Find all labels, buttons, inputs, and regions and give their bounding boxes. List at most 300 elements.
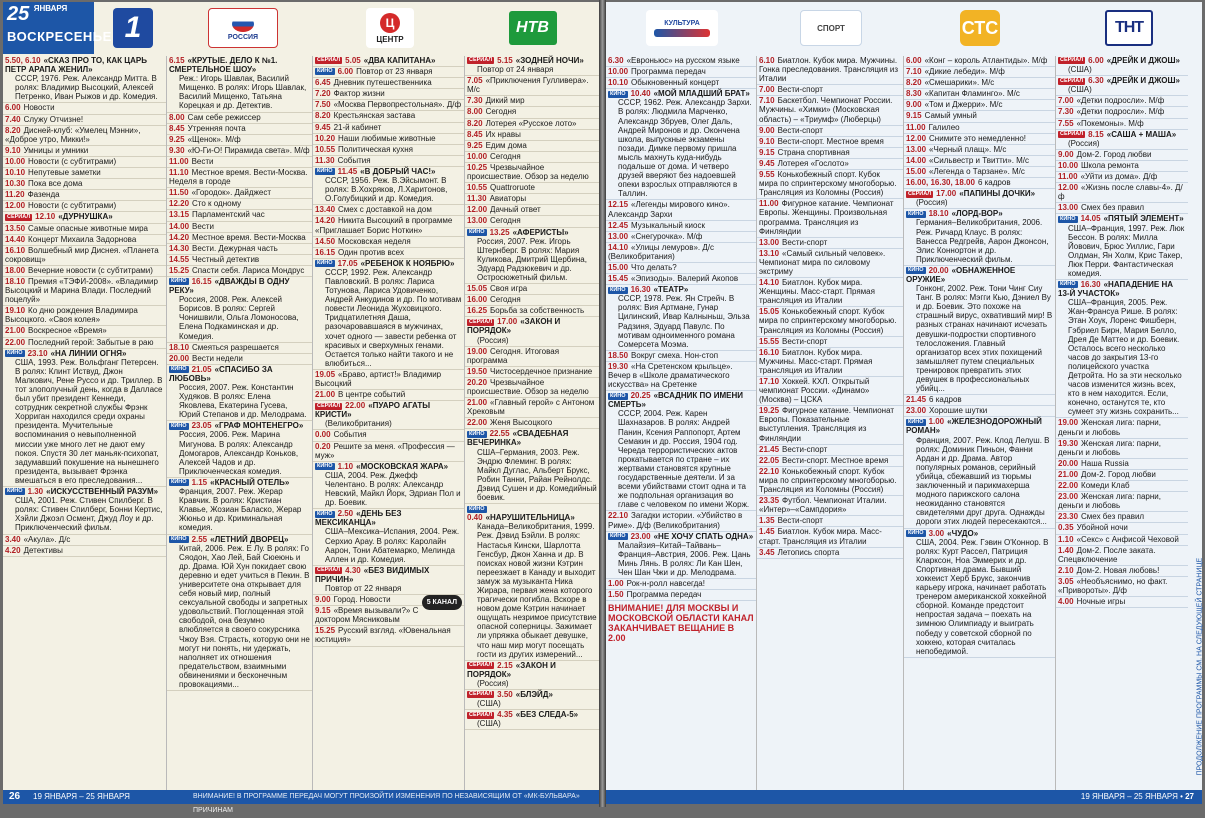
program-row: [757, 456, 903, 467]
program-row: [465, 690, 599, 710]
genre-badge: КИНО: [1060, 281, 1076, 288]
program-title: Летопись спорта: [777, 547, 840, 557]
program-title: «Покемоны». М/ф: [1076, 118, 1144, 128]
program-time: 21.00: [315, 390, 336, 400]
program-title: Последний герой: Забытые в раю: [28, 337, 154, 347]
genre-badge: КИНО: [469, 430, 485, 437]
channel-header-kultura: [606, 2, 758, 54]
program-time: 10.40: [630, 89, 651, 99]
program-time: 16.30: [1080, 280, 1101, 290]
program-row: [3, 326, 166, 337]
program-time: 1.00: [928, 417, 945, 427]
program-title: «НАРУШИТЕЛЬНИЦА»: [485, 513, 575, 523]
program-title: Дом-2. Новая любовь!: [1076, 565, 1160, 575]
program-row: [3, 168, 166, 179]
schedule-channel-one: [3, 56, 167, 790]
program-time: 6.00: [1088, 56, 1104, 65]
program-title: «Уйти из дома». Д/ф: [1080, 172, 1158, 182]
program-time: 13.15: [169, 210, 190, 220]
program-time: 6.00: [906, 56, 922, 65]
program-time: 12.10: [35, 212, 56, 222]
program-title: Обыкновенный концерт: [631, 78, 720, 88]
channel-header-centr: [314, 2, 466, 54]
program-description: Франция, 2007. Реж. Клод Лелуш. В ролях: Доминик Пиньон, Фанни Ардан и др. Драма. Автор популярных романов, серийный убийца, сбежавший из тюрьмы заключенный и парикмахерша модного парижского салона неожиданно становятся свидетелями друг друга. Однажды дороги этих людей пересекаются...: [916, 435, 1050, 527]
program-row: [465, 295, 599, 306]
genre-badge: СЕРИАЛ: [469, 662, 493, 669]
program-title: Сегодня: [485, 107, 517, 117]
program-time: 1.35: [759, 516, 775, 526]
program-title: Волшебный мир Диснея. «Планета сокровищ»: [5, 245, 159, 264]
program-row: [904, 134, 1055, 145]
program-time: 10.25: [467, 162, 488, 172]
program-row: [606, 56, 756, 67]
program-time: 5.05: [345, 56, 361, 65]
program-title: Непутевые заметки: [28, 168, 101, 178]
month-label: ЯНВАРЯ: [33, 4, 68, 13]
program-time: 19.05: [315, 369, 336, 379]
program-title: «МОЙ МЛАДШИЙ БРАТ»: [653, 89, 750, 99]
program-title: Вокруг смеха. Нон-стоп: [631, 350, 719, 360]
program-title: «Евроньюс» на русском языке: [626, 56, 740, 65]
program-title: Вести-спорт: [777, 125, 823, 135]
program-time: 8.45: [467, 129, 483, 139]
program-title: Снимите это немедленно!: [929, 133, 1026, 143]
program-row: [465, 710, 599, 730]
program-time: 14.10: [608, 242, 629, 252]
program-time: 1.40: [1058, 545, 1074, 555]
schedule-ntv: [465, 56, 599, 790]
genre-badge: СЕРИАЛ: [469, 711, 493, 718]
program-description: США, 1993. Реж. Вольфганг Петерсен. В ролях: Клинт Иствуд, Джон Малкович, Рене Руссо и др. Триллер. В тот злополучный день, когда в Далласе был убит президент Кеннеди, сотрудник секретной службы Фрэнк Хорриган находился среди охраны президента. Мучительные воспоминания о невыполненной миссии уже много лет не дают ему покоя. Спустя 30 лет маньяк-психопат, задумавший покушение на нынешнего президента, вызывает Фрэнка вмешаться в его преследования...: [15, 357, 163, 485]
program-time: 18.00: [5, 265, 26, 275]
program-description: США–Франция, 1997. Реж. Люк Бессон. В ролях: Милла Йовович, Брюс Уиллис, Гари Олдман, Ян Холм, Крис Такер, Люк Перри. Фантастическая комедия.: [1068, 223, 1185, 278]
program-title: Фактор жизни: [333, 89, 385, 99]
program-title: Школа ремонта: [1081, 160, 1139, 170]
program-time: 13.00: [906, 144, 927, 154]
program-time: 11.30: [315, 155, 335, 165]
program-description: (США): [477, 719, 501, 729]
program-title: Дачный ответ: [490, 205, 541, 215]
program-row: [1056, 577, 1188, 597]
program-row: [313, 89, 464, 100]
program-time: 8.15: [1088, 129, 1104, 139]
program-time: 21.00: [467, 398, 488, 408]
continuation-note: ПРОДОЛЖЕНИЕ ПРОГРАММЫ СМ. НА СЛЕДУЮЩЕЙ СТРАНИЦЕ: [1196, 557, 1204, 776]
program-time: 11.50: [169, 188, 189, 198]
left-page: [3, 2, 599, 814]
program-time: 16.00, 16.30, 18.00: [906, 178, 975, 188]
program-title: Дневник путешественника: [333, 78, 432, 88]
program-time: 14.10: [759, 278, 780, 288]
program-time: 22.10: [608, 511, 629, 521]
program-title: Местное время. Вести-Москва: [192, 232, 306, 242]
program-row: [313, 134, 464, 145]
ntv-logo-icon: НТВ: [509, 11, 557, 45]
program-title: Рок-н-ролл навсегда!: [626, 579, 705, 589]
program-title: Сегодня: [490, 151, 521, 161]
genre-badge: КИНО: [908, 267, 924, 274]
program-time: 11.00: [759, 199, 779, 209]
program-row: [313, 205, 464, 216]
program-row: [313, 509, 464, 566]
program-title: Баскетбол. Чемпионат России. Мужчины. «Химки» (Московская область) – «Триумф» (Люберцы): [759, 96, 893, 124]
program-row: [1056, 523, 1188, 534]
program-title: «ГРАФ МОНТЕНЕГРО»: [214, 421, 304, 431]
channel-header-sts: [904, 2, 1056, 54]
program-time: 10.00: [467, 151, 488, 161]
program-description: Гонконг, 2002. Реж. Тони Чинг Сиу Танг. В ролях: Мэгги Кью, Дэниел Ву и др. Боевик. Это похоже на страшный вирус, охвативший мир! В разных странах начинают исчезать девушки-подростки спортивного телосложения. Главный организатор всех этих похищений замышляет путем специальных тренировок превратить этих девушек в профессиональных убийц...: [916, 284, 1053, 394]
channel-header-ntv: [466, 2, 599, 54]
program-title: Вести-спорт: [777, 516, 823, 526]
program-row: [757, 527, 903, 547]
program-time: 21.45: [906, 395, 927, 405]
program-description: США, 2004. Реж. Джефф Челентано. В ролях: Александр Невский, Майкл Йорк, Эдриан Пол и др. Боевик.: [325, 470, 461, 508]
program-title: Новости: [23, 103, 55, 113]
program-title: Пока все дома: [28, 179, 83, 189]
program-title: «СПАСИБО ЗА ЛЮБОВЬ»: [169, 364, 273, 383]
program-time: 9.25: [169, 134, 185, 144]
program-time: 21.05: [191, 364, 212, 374]
program-time: 22.00: [5, 337, 26, 347]
program-title: Концерт Михаила Задорнова: [28, 234, 137, 244]
program-title: Вести-спорт. Местное время: [777, 136, 884, 146]
rossiya-logo-icon: РОССИЯ: [208, 8, 278, 48]
program-time: 20.00: [169, 353, 190, 363]
program-time: 14.00: [169, 221, 190, 231]
program-title: «НЕ ХОЧУ СПАТЬ ОДНА»: [653, 531, 754, 541]
genre-badge: КИНО: [610, 90, 626, 97]
channel-header-rossiya: [172, 2, 314, 54]
program-description: Россия, 2007. Реж. Игорь Штернберг. В ролях: Мария Куликова, Дмитрий Щербина, Эдуард Радзюкевич и др. Остросюжетный фильм.: [477, 236, 587, 282]
program-row: [167, 210, 312, 221]
program-description: (США): [1068, 65, 1092, 75]
program-row: [167, 343, 312, 354]
program-row: [167, 113, 312, 124]
program-time: 12.00: [1058, 183, 1079, 193]
program-title: Вести недели: [192, 353, 243, 363]
program-row: [313, 401, 464, 430]
program-time: 15.45: [608, 274, 629, 284]
program-title: Вести-спорт: [782, 237, 828, 247]
program-time: 8.00: [467, 107, 483, 117]
program-title: Московская неделя: [338, 236, 411, 246]
program-time: 8.20: [315, 111, 331, 121]
program-time: 14.30: [169, 243, 190, 253]
program-title: «ДВА КАПИТАНА»: [363, 56, 436, 65]
program-time: 1.50: [608, 590, 624, 600]
program-time: 10.10: [5, 168, 26, 178]
program-time: 22.00: [467, 418, 488, 428]
program-title: Премия «ТЭФИ-2008». «Владимир Высоцкий и Марина Влади. Последний поцелуй»: [5, 276, 158, 305]
program-time: 9.25: [467, 140, 483, 150]
program-row: [1056, 566, 1188, 577]
program-title: Честный детектив: [192, 254, 260, 264]
program-title: «ДВАЖДЫ В ОДНУ РЕКУ»: [169, 276, 290, 296]
program-row: [606, 391, 756, 511]
program-row: [313, 67, 464, 78]
program-title: Вести-спорт. Местное время: [782, 455, 889, 465]
program-time: 8.00: [169, 112, 185, 122]
program-row: [313, 156, 464, 167]
program-row: [1056, 172, 1188, 183]
program-title: Что делать?: [631, 262, 677, 272]
program-title: «Улицы лемуров». Д/с (Великобритания): [608, 242, 715, 261]
program-description: (Россия): [477, 335, 509, 345]
program-description: (Россия): [1068, 138, 1100, 148]
program-time: 14.40: [5, 234, 26, 244]
program-time: 18.10: [928, 209, 949, 219]
program-time: 23.00: [1058, 492, 1079, 502]
program-row: [465, 119, 599, 130]
footer-note: ВНИМАНИЕ! В ПРОГРАММЕ ПЕРЕДАЧ МОГУТ ПРОИЗОЙТИ ИЗМЕНЕНИЯ ПО НЕЗАВИСЯЩИМ ОТ «МК-БУЛЬВАРА» ПРИЧИНАМ: [193, 793, 580, 814]
program-time: 7.05: [467, 76, 483, 86]
program-time: 3.05: [1058, 576, 1074, 586]
program-time: 7.20: [315, 89, 331, 99]
genre-badge: СЕРИАЛ: [317, 567, 341, 574]
program-row: [465, 661, 599, 690]
left-footer: [3, 790, 599, 814]
program-row: [313, 123, 464, 134]
program-title: Сегодня: [490, 295, 521, 305]
program-row: [167, 56, 312, 113]
program-time: 7.10: [759, 96, 775, 106]
program-row: [167, 135, 312, 146]
program-time: 21.00: [1058, 469, 1079, 479]
genre-badge: КИНО: [1060, 215, 1076, 222]
program-row: [757, 516, 903, 527]
program-row: [167, 244, 312, 255]
program-row: [465, 76, 599, 96]
program-time: 13.40: [315, 205, 336, 215]
program-time: 18.10: [169, 342, 190, 352]
program-time: 20.25: [630, 391, 651, 401]
program-row: [904, 100, 1055, 111]
program-row: [606, 590, 756, 601]
program-row: [167, 478, 312, 535]
program-row: [313, 56, 464, 67]
program-time: 11.45: [337, 166, 358, 176]
program-title: Русский взгляд. «Ювенальная юстиция»: [315, 626, 451, 645]
program-time: 0.00: [315, 430, 331, 440]
program-row: [465, 194, 599, 205]
program-time: 14.20: [169, 232, 190, 242]
program-time: 2.10: [1058, 565, 1074, 575]
program-title: Конькобежный спорт. Кубок мира по спринтерскому многоборью. Трансляция из Коломны (Россия): [759, 466, 897, 495]
program-row: [3, 179, 166, 190]
program-title: Конькобежный спорт. Кубок мира по спринтерскому многоборью. Трансляция из Коломны (Россия): [759, 170, 897, 198]
program-time: 6.30: [1088, 76, 1104, 86]
schedule-tv-centr: [313, 56, 465, 790]
program-title: Quattroruote: [490, 183, 535, 193]
program-row: [313, 237, 464, 248]
program-time: 19.00: [467, 346, 488, 356]
program-time: 16.15: [315, 247, 336, 257]
program-row: [606, 232, 756, 243]
program-title: Галилео: [928, 122, 960, 132]
program-time: 2.55: [191, 534, 208, 544]
program-row: [757, 337, 903, 348]
program-row: [313, 370, 464, 390]
program-time: 3.45: [759, 547, 775, 557]
footer-dates-right: 19 ЯНВАРЯ – 25 ЯНВАРЯ • 27: [1080, 792, 1194, 801]
program-title: 6 кадров: [977, 178, 1011, 188]
program-title: Спасти себя. Лариса Мондрус: [192, 265, 305, 275]
program-description: США–Франция, 2005. Реж. Жан-Франсуа Рише. В ролях: Этан Хоук, Лоренс Фишберн, Гэбриел Бирн, Мария Белло, Дрея Де Маттео и др. Боевик. Осталось всего несколько часов до закрытия 13-го полицейского участка Детройта. Но за эти несколько часов изменится жизнь всех, кто в нем находится. Если, конечно, останутся те, кто сумеет эту жизнь сохранить...: [1068, 298, 1182, 417]
program-title: «Приключения Гулливера». М/с: [467, 76, 589, 95]
program-row: [465, 130, 599, 141]
program-title: Их нравы: [485, 129, 521, 139]
program-title: «КРАСНЫЙ ОТЕЛЬ»: [210, 477, 290, 487]
program-row: [757, 199, 903, 237]
program-description: США–Мексика–Испания, 2004. Реж. Серхио Арау. В ролях: Каролайн Аарон, Тони Абатемарко, Мелинда Аллен и др. Комедия.: [325, 527, 460, 564]
program-time: 9.00: [759, 125, 775, 135]
program-time: 19.00: [1058, 418, 1079, 428]
program-time: 6.10: [759, 56, 775, 65]
program-row: [465, 56, 599, 76]
program-title: Чрезвычайное происшествие. Обзор за неделю: [467, 377, 589, 396]
program-time: 19.50: [467, 366, 488, 376]
program-time: 12.00: [906, 133, 927, 143]
program-title: Программа передач: [626, 590, 702, 600]
program-title: «ПЯТЫЙ ЭЛЕМЕНТ»: [1103, 214, 1184, 224]
program-row: [606, 532, 756, 579]
program-title: «НА ЛИНИИ ОГНЯ»: [50, 348, 127, 358]
program-description: СССР, 1978. Реж. Ян Стрейч. В ролях: Вия Артмане, Гунар Цилинский, Ивар Калныньш, Эльза Радзиня, Эдуард Павулс. По мотивам одноименного романа Сомерсета Моэма.: [618, 294, 750, 349]
program-time: 13.25: [489, 227, 510, 237]
program-time: 1.30: [27, 487, 44, 497]
program-row: [3, 246, 166, 266]
program-title: «САША + МАША»: [1106, 129, 1177, 139]
program-row: [757, 148, 903, 159]
program-row: [904, 89, 1055, 100]
genre-badge: КИНО: [171, 422, 187, 429]
program-title: Утренняя почта: [187, 123, 246, 133]
program-description: Реж.: Игорь Шавлак, Василий Мищенко. В ролях: Игорь Шавлак, Василий Мищенко, Татьяна Корецкая и др. Детектив.: [179, 74, 307, 111]
program-title: Служу Отчизне!: [23, 114, 84, 124]
program-title: В центре событий: [338, 390, 406, 400]
program-row: [606, 200, 756, 220]
kultura-logo-icon: КУЛЬТУРА: [646, 10, 718, 46]
program-row: [3, 266, 166, 277]
program-title: Страна спортивная: [777, 147, 850, 157]
program-row: [1056, 459, 1188, 470]
program-row: [904, 209, 1055, 266]
program-row: [757, 238, 903, 249]
program-title: Дом-2. Город любви: [1081, 469, 1156, 479]
program-row: [167, 255, 312, 266]
program-title: «Сильвестр и Твитти». М/с: [929, 155, 1030, 165]
program-time: 7.30: [1058, 107, 1074, 117]
program-row: [757, 85, 903, 96]
program-row: [167, 222, 312, 233]
program-time: 6.45: [315, 78, 331, 88]
program-description: Канада–Великобритания, 1999. Реж. Дэвид Бэйли. В ролях: Настасья Кински, Шарлотта Генсбур, Джон Ханна и др. В поисках новой жизни Кэтрин переезжает в Канаду и выходит замуж за музыканта Ника Жирара, первая жена которого трагически погибла. Вскоре в новом доме Кэтрин начинает ощущать незримое присутствие опасной соперницы. Зажимает ли упряжка обыкает девушке, что наш мир могут посещать гости из других измерений...: [477, 522, 597, 659]
program-row: [3, 306, 166, 326]
program-title: События: [333, 430, 367, 440]
program-title: Дом-2. Город любви: [1076, 149, 1152, 159]
program-title: «В ДОБРЫЙ ЧАС!»: [360, 166, 436, 176]
program-time: 16.30: [630, 285, 651, 295]
program-row: [904, 529, 1055, 658]
program-row: [1056, 470, 1188, 481]
program-time: 2.50: [337, 509, 354, 519]
schedule-sts: [904, 56, 1056, 790]
program-title: Едим дома: [485, 140, 527, 150]
program-time: 1.00: [608, 579, 624, 589]
program-row: [1056, 56, 1188, 76]
program-description: (США): [1068, 85, 1092, 95]
page-number: 26: [9, 791, 21, 802]
program-time: 10.55: [467, 183, 488, 193]
program-title: Убойной ночи: [1076, 523, 1128, 533]
program-time: 22.10: [759, 466, 780, 476]
program-time: 21.45: [759, 444, 780, 454]
program-title: Самые опасные животные мира: [28, 223, 148, 233]
channel-header-sport: [758, 2, 904, 54]
program-row: [313, 145, 464, 156]
program-time: 0.20: [315, 441, 331, 451]
program-time: 11.30: [467, 194, 487, 204]
right-footer: [606, 790, 1202, 804]
program-time: 15.55: [759, 336, 780, 346]
program-time: 7.10: [906, 67, 922, 77]
program-row: [313, 430, 464, 441]
program-time: 22.00: [1058, 481, 1079, 491]
program-row: [606, 285, 756, 351]
day-number: 25: [7, 3, 30, 25]
program-row: [757, 467, 903, 496]
program-row: [465, 418, 599, 429]
schedule-kultura: [606, 56, 757, 790]
program-time: 10.00: [5, 156, 26, 166]
program-row: [904, 123, 1055, 134]
program-row: [3, 146, 166, 157]
program-row: [465, 205, 599, 216]
program-title: Парламентский час: [192, 210, 265, 220]
program-time: 11.00: [906, 122, 926, 132]
program-title: Конькобежный спорт. Кубок мира по спринтерскому многоборью. Трансляция из Коломны (Россия): [759, 307, 897, 335]
program-description: Россия, 2006. Реж. Марина Мигунова. В ролях: Александр Домогаров, Александр Коньков, Алексей Чадов и др. Приключенческая комедия.: [179, 430, 299, 476]
program-row: [3, 535, 166, 546]
program-title: «СКАЗ ПРО ТО, КАК ЦАРЬ ПЕТР АРАПА ЖЕНИЛ»: [5, 56, 147, 75]
tnt-logo-icon: ТНТ: [1105, 10, 1153, 46]
program-time: 7.30: [467, 96, 483, 106]
program-time: 20.00: [928, 265, 949, 275]
program-row: [465, 96, 599, 107]
program-title: Лотерея «Русское лото»: [485, 118, 577, 128]
program-time: 19.30: [1058, 438, 1079, 448]
program-row: [904, 395, 1055, 406]
program-row: [606, 67, 756, 78]
program-title: «Необъяснимо, но факт. «Привороты». Д/ф: [1058, 576, 1168, 595]
program-title: «Главный герой» с Антоном Хрековым: [467, 398, 595, 417]
program-title: «БЕЗ СЛЕДА-5»: [515, 710, 579, 720]
program-description: (США): [477, 699, 501, 709]
program-title: «ДУРНУШКА»: [58, 212, 113, 222]
program-time: 13.00: [759, 237, 780, 247]
program-time: 7.00: [759, 85, 775, 95]
program-row: [465, 378, 599, 398]
genre-badge: КИНО: [171, 366, 187, 373]
program-row: [167, 266, 312, 277]
program-time: 14.50: [315, 236, 336, 246]
program-time: 9.10: [759, 136, 775, 146]
program-row: [606, 274, 756, 285]
program-title: Женская лига: парни, деньги и любовь: [1058, 492, 1161, 511]
program-row: [606, 221, 756, 232]
program-row: [606, 579, 756, 590]
program-title: «Смешарики». М/с: [924, 78, 995, 88]
